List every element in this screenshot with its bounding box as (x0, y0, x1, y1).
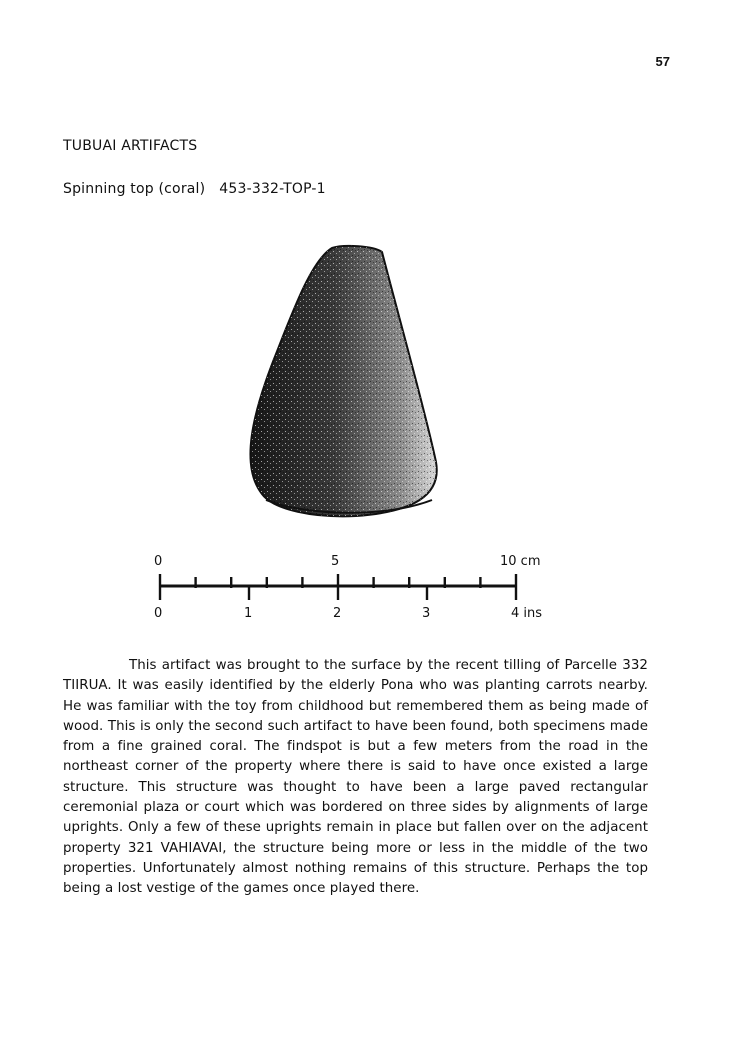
artifact-name: Spinning top (coral) (63, 181, 206, 197)
section-heading: TUBUAI ARTIFACTS (63, 138, 198, 154)
spinning-top-illustration (236, 244, 446, 524)
scale-inch-label: 3 (422, 606, 431, 621)
artifact-description: This artifact was brought to the surface by the recent tilling of Parcelle 332 TIIRUA. It was easily identified by the elderly Pona who was planting carrots nearby. He was familiar with the toy from childhood but remembered them as being made of wood. This is only the second such artifact to have been found, both specimens made from a fine grained coral. The findspot is but a few meters from the road in the northeast corner of the property where there is said to have once existed a large structure. This structure was thought to have been a large paved rectangular ceremonial plaza or court which was bordered on three sides by alignments of large uprights. Only a few of these uprights remain in place but fallen over on the adjacent property 321 VAHIAVAI, the structure being more or less in the middle of the two properties. Unfortunately almost nothing remains of this structure. Perhaps the top being a lost vestige of the games once played there. (63, 658, 648, 897)
page-number: 57 (655, 54, 670, 69)
scale-inch-label: 4 ins (511, 606, 543, 621)
scale-inch-label: 1 (244, 606, 253, 621)
scale-inch-label: 2 (333, 606, 342, 621)
scale-cm-label: 0 (154, 554, 163, 569)
spinning-top-figure (236, 244, 446, 524)
scale-cm-label: 5 (331, 554, 340, 569)
artifact-caption (63, 181, 326, 197)
scale-bar (140, 552, 560, 632)
scale-bar-ruler (140, 552, 560, 632)
scale-cm-label: 10 cm (500, 554, 541, 569)
scale-inch-label: 0 (154, 606, 163, 621)
catalog-number: 453-332-TOP-1 (219, 181, 326, 197)
